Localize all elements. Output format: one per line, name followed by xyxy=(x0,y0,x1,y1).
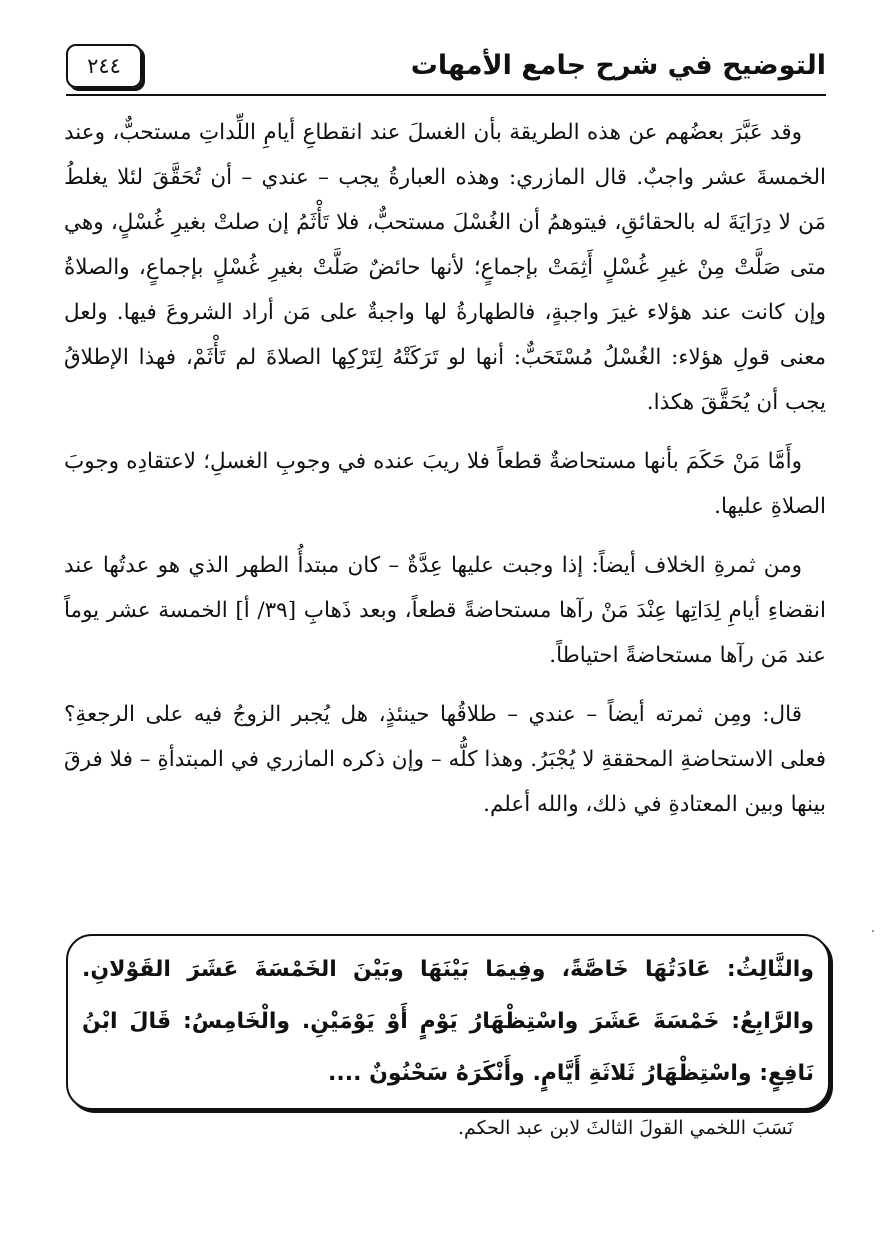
matn-text: والثَّالِثُ: عَادَتُهَا خَاصَّةً، وفِيمَا بَيْنَهَا وبَيْنَ الخَمْسَةَ عَشَرَ القَوْلانِ. والرَّابِعُ: خَمْسَةَ عَشَرَ واسْتِظْهَارُ يَوْمٍ أَوْ يَوْمَيْنِ. والْخَامِسُ: قَالَ ابْنُ نَافِعٍ: واسْتِظْهَارُ ثَلاثَةِ أَيَّامٍ. وأَنْكَرَهُ سَحْنُونٌ .... xyxy=(82,957,814,1086)
page-number-box xyxy=(66,44,142,88)
footnote: نَسَبَ اللخمي القولَ الثالثَ لابن عبد الحكم. xyxy=(457,1117,793,1139)
book-title: التوضيح في شرح جامع الأمهات xyxy=(410,50,826,81)
matn-quote-box xyxy=(66,934,830,1110)
paragraph: قال: ومِن ثمرته أيضاً – عندي – طلاقُها حينئذٍ، هل يُجبر الزوجُ فيه على الرجعةِ؟ فعلى الاستحاضةِ المحققةِ لا يُجْبَرُ. وهذا كلُّه – وإن ذكره المازري في المبتدأةِ – فلا فرقَ بينها وبين المعتادةِ في ذلك، والله أعلم. xyxy=(64,702,826,817)
header-rule xyxy=(66,94,826,96)
paragraph: ومن ثمرةِ الخلاف أيضاً: إذا وجبت عليها عِدَّةٌ – كان مبتدأُ الطهر الذي هو عدتُها عند انقضاءِ أيامِ لِدَاتِها عِنْدَ مَنْ رآها مستحاضةً قطعاً، وبعد ذَهابِ [٣٩/ أ] الخمسة عشر يوماً عند مَن رآها مستحاضةً احتياطاً. xyxy=(64,553,827,668)
page-number: ٢٤٤ xyxy=(87,54,121,78)
paragraph: وأَمَّا مَنْ حَكَمَ بأنها مستحاضةٌ قطعاً فلا ريبَ عنده في وجوبِ الغسلِ؛ لاعتقادِه وجوبَ الصلاةِ عليها. xyxy=(64,449,826,519)
commentary-text xyxy=(64,110,826,841)
margin-mark xyxy=(872,930,874,932)
paragraph: وقد عَبَّرَ بعضُهم عن هذه الطريقة بأن الغسلَ عند انقطاعِ أيامِ اللِّداتِ مستحبٌّ، وعند الخمسةَ عشر واجبٌ. قال المازري: وهذه العبارةُ يجب – عندي – أن تُحَقَّقَ لئلا يغلطُ مَن لا دِرَايَةَ له بالحقائقِ، فيتوهمُ أن الغُسْلَ مستحبٌّ، فلا تَأْثَمُ إن صلتْ بغيرِ غُسْلٍ، وهي متى صَلَّتْ مِنْ غيرِ غُسْلٍ أَثِمَتْ بإجماعٍ؛ لأنها حائضٌ صَلَّتْ بغيرِ غُسْلٍ بإجماعٍ، والصلاةُ وإن كانت عند هؤلاء غيرَ واجبةٍ، فالطهارةُ لها واجبةٌ على مَن أراد الشروعَ فيها. ولعل معنى قولِ هؤلاء: الغُسْلُ مُسْتَحَبٌّ: أنها لو تَرَكَتْهُ لِتَرْكِها الصلاةَ لم تَأْثَمْ، فهذا الإطلاقُ يجب أن يُحَقَّقَ هكذا. xyxy=(64,120,826,415)
running-header xyxy=(66,44,826,96)
